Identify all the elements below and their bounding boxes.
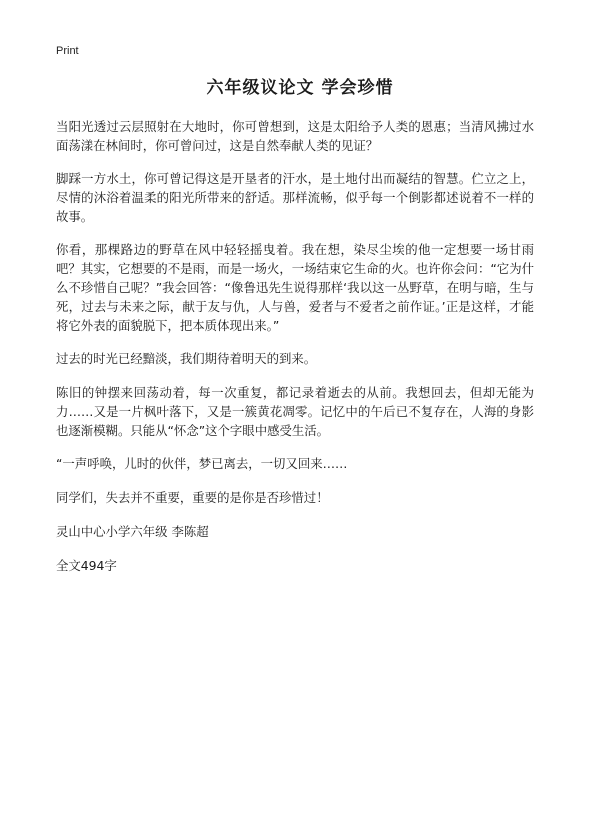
- paragraph-7: 同学们，失去并不重要，重要的是你是否珍惜过！: [56, 490, 329, 505]
- paragraph-2: 脚踩一方水土，你可曾记得这是开垦者的汗水，是土地付出而凝结的智慧。伫立之上，尽情的沐浴着温柔的阳光所带来的舒适。那样流畅，似乎每一个倒影都述说着不一样的故事。: [56, 171, 534, 224]
- paragraph-6: “一声呼唤，儿时的伙伴，梦已离去，一切又回来……: [56, 456, 348, 471]
- paragraph-5: 陈旧的钟摆来回荡动着，每一次重复，都记录着逝去的从前。我想回去，但却无能为力……又是一片枫叶落下，又是一簇黄花凋零。记忆中的午后已不复存在，人海的身影也逐渐模糊。只能从“怀念”这个字眼中感受生活。: [56, 385, 534, 438]
- paragraph-4: 过去的时光已经黯淡，我们期待着明天的到来。: [56, 351, 317, 366]
- paragraph-3: 你看，那棵路边的野草在风中轻轻摇曳着。我在想，染尽尘埃的他一定想要一场甘雨吧？其实，它想要的不是雨，而是一场火，一场结束它生命的火。也许你会问：“它为什么不珍惜自己呢？”我会回答：“像鲁迅先生说得那样‘我以这一丛野草，在明与暗，生与死，过去与未来之际，献于友与仇，人与兽，爱者与不爱者之前作证。’正是这样，才能将它外表的面貌脱下，把本质体现出来。”: [56, 242, 534, 333]
- page-title: 六年级议论文 学会珍惜: [206, 78, 394, 98]
- paragraph-1: 当阳光透过云层照射在大地时，你可曾想到，这是太阳给予人类的恩惠；当清风拂过水面荡漾在林间时，你可曾问过，这是自然奉献人类的见证？: [56, 119, 534, 153]
- author-line: 灵山中心小学六年级 李陈超: [56, 524, 209, 539]
- print-link[interactable]: Print: [56, 45, 79, 57]
- article-body: [56, 117, 534, 507]
- word-count: 全文494字: [56, 558, 117, 573]
